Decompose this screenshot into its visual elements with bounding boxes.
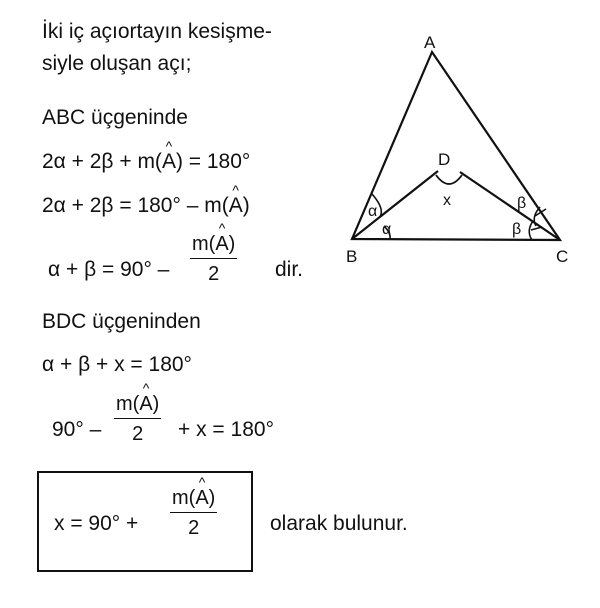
equation-3-suffix: dir. (275, 258, 304, 281)
angle-label-alpha-upper: α (368, 203, 378, 220)
hat-symbol: ^ (165, 138, 173, 154)
equation-3-fraction: m( ^ A) 2 (192, 220, 236, 285)
result-left: x = 90° + (54, 512, 139, 535)
bdc-heading: BDC üçgeninden (42, 310, 201, 333)
hat-symbol: ^ (232, 182, 240, 198)
angle-tick-mark (531, 227, 542, 230)
equation-4: α + β + x = 180° (42, 353, 192, 376)
abc-heading: ABC üçgeninde (42, 106, 188, 129)
vertex-label-d: D (438, 150, 451, 169)
equation-3-left: α + β = 90° – (48, 258, 170, 281)
angle-label-beta-upper: β (517, 195, 527, 212)
hat-symbol: ^ (218, 220, 226, 236)
equation-2: 2α + 2β = 180° – m( ^ A) (42, 182, 250, 217)
equation-5-right: + x = 180° (178, 418, 274, 441)
intro-line-1: İki iç açıortayın kesişme- (42, 20, 272, 43)
vertex-label-a: A (424, 33, 436, 52)
result-suffix: olarak bulunur. (270, 512, 408, 535)
vertex-label-c: C (556, 247, 569, 266)
hat-symbol: ^ (142, 380, 150, 396)
equation-1: 2α + 2β + m( ^ A) = 180° (42, 138, 251, 173)
bisector-bd (352, 171, 438, 239)
hat-symbol: ^ (198, 474, 206, 490)
equation-5-fraction: m( ^ A) 2 (116, 380, 160, 445)
angle-x-arc (436, 175, 462, 184)
intro-line-2: siyle oluşan açı; (42, 52, 192, 75)
result-fraction: m( ^ A) 2 (172, 474, 216, 539)
angle-label-beta-lower: β (512, 221, 522, 238)
angle-label-x: x (443, 192, 451, 209)
triangle-abc (352, 52, 560, 240)
bisector-cd (460, 172, 560, 240)
equation-5-left: 90° – (52, 418, 102, 441)
angle-label-alpha-lower: α (382, 221, 392, 238)
vertex-label-b: B (346, 247, 358, 266)
angle-beta-arc-lower (529, 221, 533, 240)
